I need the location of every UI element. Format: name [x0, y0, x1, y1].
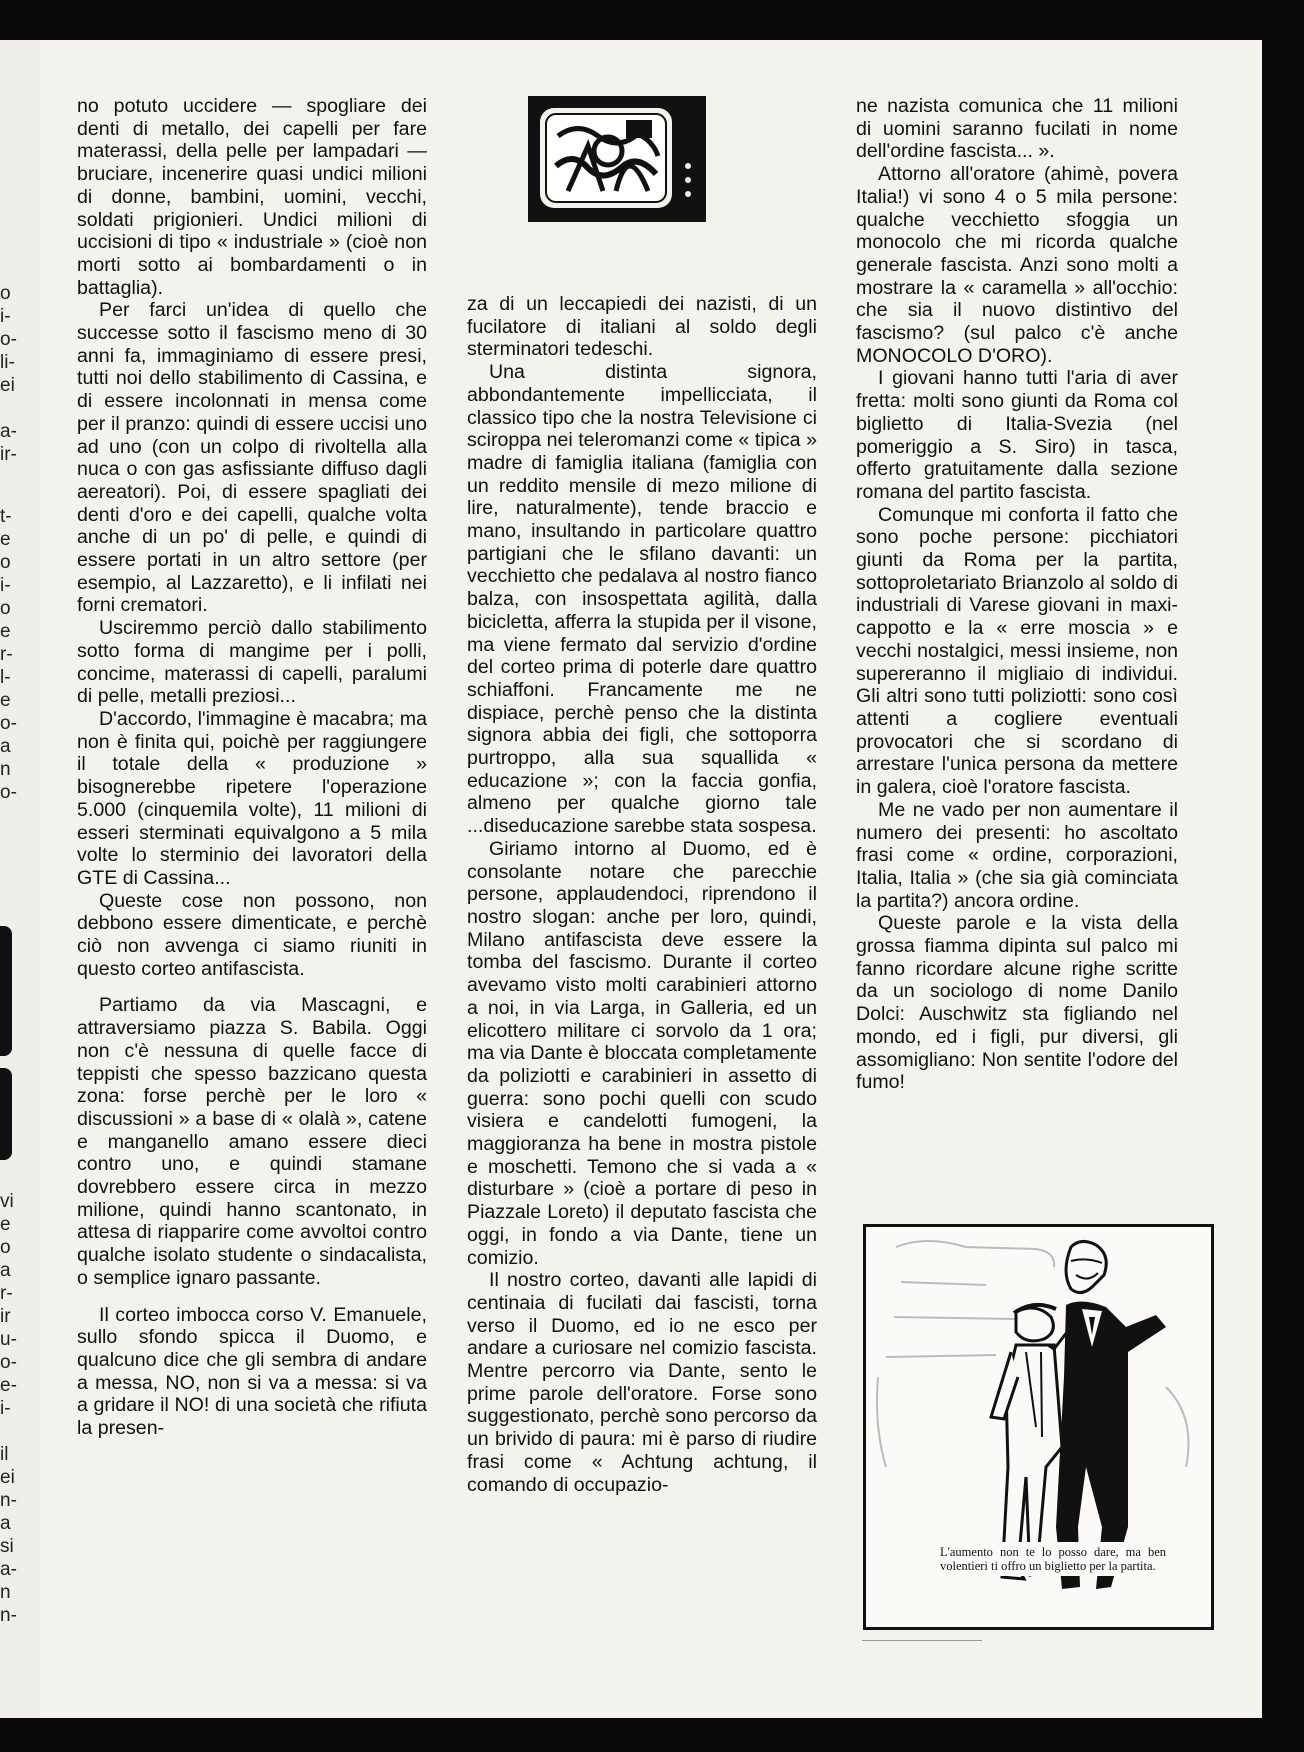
- adjacent-page-text-fragment: i-: [0, 1398, 11, 1419]
- adjacent-page-text-fragment: a: [0, 736, 11, 757]
- adjacent-page-text-fragment: ei: [0, 375, 15, 396]
- adjacent-page-text-fragment: vi: [0, 1191, 14, 1212]
- adjacent-page-text-fragment: o-: [0, 782, 17, 803]
- article-column-2: [467, 293, 817, 1496]
- article-paragraph: Attorno all'oratore (ahimè, povera Italia!) vi sono 4 o 5 mila persone: qualche vecchietto sfoggia un monocolo che mi ricorda qualche generale fascista. Anzi sono molti a mostrare la « caramella » all'occhio: che sia il nuovo distintivo del fascismo? (sul palco c'è anche MONOCOLO D'ORO).: [856, 163, 1178, 367]
- article-paragraph: Comunque mi conforta il fatto che sono poche persone: picchiatori giunti da Roma per la partita, sottoproletariato Brianzolo al soldo di industriali di Varese giovani in maxi-cappotto e la « erre moscia » e vecchi nostalgici, messi insieme, non supereranno il migliaio di individui. Gli altri sono tutti poliziotti: sono così attenti a cogliere eventuali provocatori che si scordano di arrestare l'unica persona da mettere in galera, cioè l'oratore fascista.: [856, 503, 1178, 799]
- adjacent-page-text-fragment: e: [0, 690, 11, 711]
- article-paragraph: Per farci un'idea di quello che successe sotto il fascismo meno di 30 anni fa, immaginiamo di essere presi, tutti noi dello stabilimento di Cassina, e di essere incolonnati in mensa come per il pranzo: quindi di essere uccisi uno ad uno (con un colpo di rivoltella alla nuca o con gas asfissiante diffuso dagli aereatori). Poi, di essere spagliati dei denti d'oro e dei capelli, qualche volta anche di un po' di pelle, e quindi di essere portati in un altro settore (per esempio, al Lazzaretto), e li infilati nei forni crematori.: [77, 299, 427, 617]
- scan-border: [1262, 40, 1304, 1718]
- television-illustration: [528, 96, 706, 222]
- article-paragraph: Partiamo da via Mascagni, e attraversiamo piazza S. Babila. Oggi non c'è nessuna di quelle facce di teppisti che spesso bazzicano questa zona: forse perchè per le loro « discussioni » a base di « olalà », catene e manganello amano essere dieci contro uno, e quindi stamane dovrebbero essere circa in mezzo milione, quindi hanno scantonato, in attesa di riapparire come avvoltoi contro qualche isolato studente o sindacalista, o semplice ignaro passante.: [77, 994, 427, 1289]
- adjacent-page-text-fragment: si: [0, 1536, 14, 1557]
- adjacent-page-text-fragment: il: [0, 1444, 9, 1465]
- adjacent-page-text-fragment: u-: [0, 1329, 17, 1350]
- adjacent-page-text-fragment: e: [0, 529, 11, 550]
- adjacent-page-text-fragment: a: [0, 1260, 11, 1281]
- adjacent-page-text-fragment: t-: [0, 506, 12, 527]
- article-column-1: [77, 95, 427, 1440]
- adjacent-page-text-fragment: o-: [0, 329, 17, 350]
- article-paragraph: ne nazista comunica che 11 milioni di uomini saranno fucilati in nome dell'ordine fascista... ».: [856, 95, 1178, 163]
- adjacent-page-text-fragment: e: [0, 621, 11, 642]
- adjacent-page-text-fragment: a: [0, 1513, 11, 1534]
- adjacent-page-text-fragment: o: [0, 283, 11, 304]
- cartoon-illustration: [863, 1224, 1214, 1630]
- article-paragraph: Una distinta signora, abbondantemente impellicciata, il classico tipo che la nostra Televisione ci sciroppa nei teleromanzi come « tipica » madre di famiglia italiana (famiglia con un reddito mensile di mezo milione di lire, naturalmente), tende braccio e mano, insultando in particolare quattro partigiani che le sfilano davanti: un vecchietto che pedalava al nostro fianco balza, con insospettata agilità, dalla bicicletta, afferra la stupida per il visone, ma viene fermato dal servizio d'ordine del corteo prima di poterle dare quattro schiaffoni. Francamente me ne dispiace, perchè penso che la distinta signora abbia dei figli, che sottoporra purtroppo, alla sua squallida « educazione »; con la faccia gonfia, almeno per qualche giorno tale ...diseducazione sarebbe stata sospesa.: [467, 361, 817, 838]
- adjacent-page-text-fragment: ir-: [0, 444, 17, 465]
- adjacent-page-text-fragment: l-: [0, 667, 11, 688]
- cartoon-caption: L'aumento non te lo posso dare, ma ben volentieri ti offro un biglietto per la partita.: [936, 1542, 1170, 1576]
- adjacent-page-text-fragment: i-: [0, 575, 11, 596]
- adjacent-page-text-fragment: a-: [0, 1559, 17, 1580]
- article-paragraph: I giovani hanno tutti l'aria di aver fretta: molti sono giunti da Roma col biglietto di Italia-Svezia (nel pomeriggio a S. Siro) in tasca, offerto gratuitamente dalla sezione romana del partito fascista.: [856, 367, 1178, 503]
- adjacent-page-text-fragment: n: [0, 759, 11, 780]
- adjacent-page-text-fragment: ir: [0, 1306, 11, 1327]
- adjacent-page-text-fragment: n-: [0, 1490, 17, 1511]
- article-paragraph: no potuto uccidere — spogliare dei denti di metallo, dei capelli per fare materassi, della pelle per lampadari — bruciare, incenerire quasi undici milioni di donne, bambini, uomini, vecchi, soldati prigionieri. Undici milioni di uccisioni di tipo « industriale » (cioè non morti sotto ai bombardamenti o in battaglia).: [77, 95, 427, 299]
- page-footer-rule: [862, 1640, 982, 1641]
- article-paragraph: Me ne vado per non aumentare il numero dei presenti: ho ascoltato frasi come « ordine, corporazioni, Italia, Italia » (che sia già cominciata la partita?) ancora ordine.: [856, 798, 1178, 912]
- adjacent-page-ink-blot: [0, 1068, 12, 1160]
- article-paragraph: Il corteo imbocca corso V. Emanuele, sullo sfondo spicca il Duomo, e qualcuno dice che gli sembra di andare a messa, NO, non si va a messa: si va a gridare il NO! di una società che rifiuta la presen-: [77, 1303, 427, 1440]
- adjacent-page-text-fragment: i-: [0, 306, 11, 327]
- article-paragraph: za di un leccapiedi dei nazisti, di un fucilatore di italiani al soldo degli sterminatori tedeschi.: [467, 293, 817, 361]
- article-paragraph: Queste parole e la vista della grossa fiamma dipinta sul palco mi fanno ricordare alcune righe scritte da un sociologo di nome Danilo Dolci: Auschwitz sta figliando nel mondo, ed i figli, pur diversi, gli assomigliano: Non sentite l'odore del fumo!: [856, 912, 1178, 1094]
- adjacent-page-text-fragment: r-: [0, 644, 13, 665]
- adjacent-page-text-fragment: r-: [0, 1283, 13, 1304]
- adjacent-page-text-fragment: n: [0, 1582, 11, 1603]
- article-column-3: [856, 95, 1178, 1094]
- adjacent-page-text-fragment: o-: [0, 713, 17, 734]
- article-paragraph: Usciremmo perciò dallo stabilimento sotto forma di mangime per i polli, concime, materassi di capelli, paralumi di pelle, metalli preziosi...: [77, 617, 427, 708]
- article-paragraph: Il nostro corteo, davanti alle lapidi di centinaia di fucilati dai fascisti, torna verso il Duomo, ed io ne esco per andare a curiosare nel comizio fascista. Mentre percorro via Dante, sento le prime parole dell'oratore. Forse sono suggestionato, perchè sono percorso da un brivido di paura: mi è parso di riudire frasi come « Achtung achtung, il comando di occupazio-: [467, 1269, 817, 1496]
- article-paragraph: Giriamo intorno al Duomo, ed è consolante notare che parecchie persone, applaudendoci, riprendono il nostro slogan: anche per loro, quindi, Milano antifascista deve essere la tomba del fascismo. Durante il corteo avevamo visto molti carabinieri attorno a noi, in via Larga, in Galleria, ed un elicottero militare ci sorvolo da 1 ora; ma via Dante è bloccata completamente da poliziotti e carabinieri in assetto di guerra: sono pochi quelli con scudo visiera e candelotti fumogeni, la maggioranza ha bene in mostra pistole e moschetti. Temono che si vada a « disturbare » (cioè a portare di peso in Piazzale Loreto) il deputato fascista che oggi, in fondo a via Dante, tiene un comizio.: [467, 837, 817, 1269]
- adjacent-page-text-fragment: a-: [0, 421, 17, 442]
- adjacent-page-text-fragment: o: [0, 1237, 11, 1258]
- adjacent-page-text-fragment: o-: [0, 1352, 17, 1373]
- adjacent-page-text-fragment: o: [0, 552, 11, 573]
- adjacent-page-text-fragment: li-: [0, 352, 15, 373]
- adjacent-page-ink-blot: [0, 926, 12, 1056]
- article-paragraph: Queste cose non possono, non debbono essere dimenticate, e perchè ciò non avvenga ci siamo riuniti in questo corteo antifascista.: [77, 889, 427, 980]
- adjacent-page-text-fragment: e: [0, 1214, 11, 1235]
- adjacent-page-text-fragment: o: [0, 598, 11, 619]
- adjacent-page-text-fragment: n-: [0, 1605, 17, 1626]
- adjacent-page-text-fragment: ei: [0, 1467, 15, 1488]
- adjacent-page-edge: [0, 40, 42, 1718]
- article-paragraph: D'accordo, l'immagine è macabra; ma non è finita qui, poichè per raggiungere il totale della « produzione » bisognerebbe ripetere l'operazione 5.000 (cinquemila volte), 11 milioni di esseri sterminati equivalgono a 5 mila volte lo sterminio dei lavoratori della GTE di Cassina...: [77, 707, 427, 889]
- adjacent-page-text-fragment: e-: [0, 1375, 17, 1396]
